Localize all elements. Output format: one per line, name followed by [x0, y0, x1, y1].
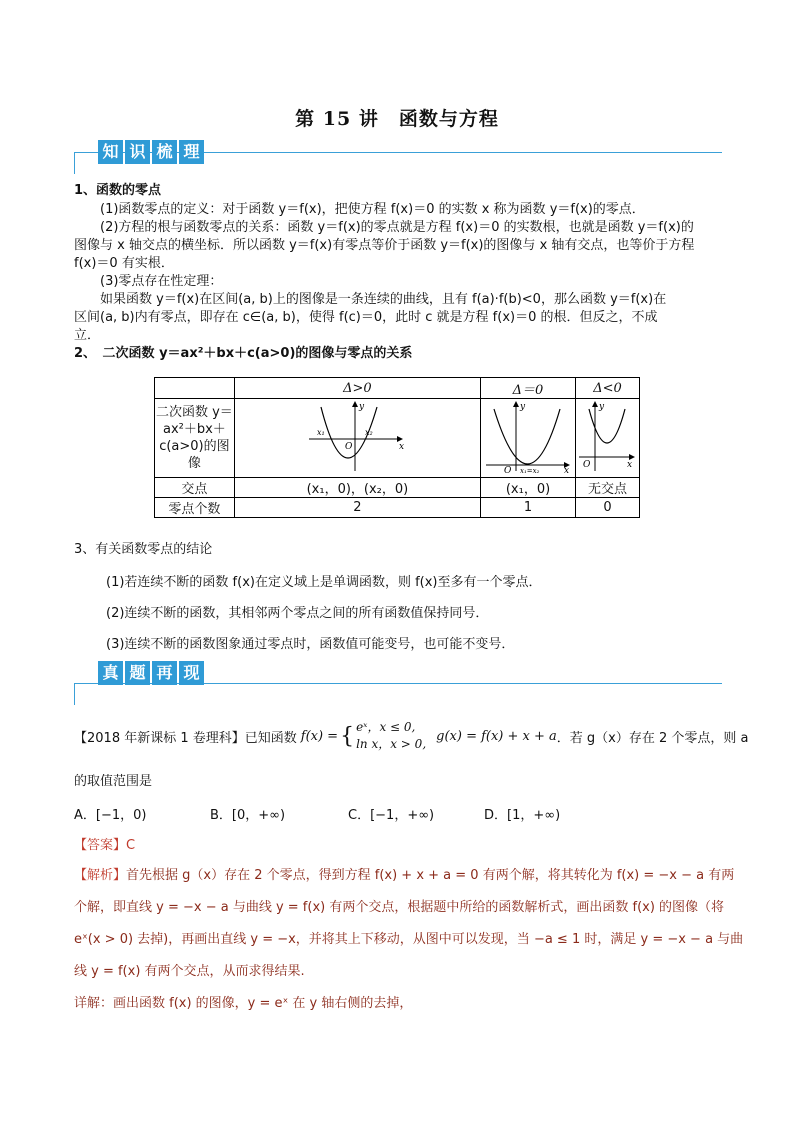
paragraph: (3)零点存在性定理：: [100, 274, 223, 289]
option-d: D．[1，+∞): [484, 808, 561, 823]
svg-text:O: O: [583, 460, 591, 470]
question: [74, 716, 749, 756]
analysis-line: 【解析】首先根据 g（x）存在 2 个零点，得到方程 f(x) + x + a = 0 有两个解，将其转化为 f(x) = −x − a 有两: [74, 868, 735, 883]
analysis-line: 线 y = f(x) 有两个交点，从而求得结果.: [74, 964, 305, 979]
option-c: C．[−1，+∞): [348, 808, 435, 823]
svg-text:x₁: x₁: [317, 428, 326, 437]
graph-two-roots: [307, 399, 407, 473]
svg-text:x₂: x₂: [365, 428, 374, 437]
svg-text:y: y: [359, 402, 365, 412]
answer: 【答案】C: [74, 838, 136, 853]
heading-conclusions: 3、有关函数零点的结论: [74, 542, 213, 557]
svg-text:x: x: [627, 460, 633, 470]
svg-text:O: O: [504, 466, 512, 473]
header-delta-pos: Δ>0: [234, 378, 480, 399]
math-gx: g(x) = f(x) + x + a: [436, 728, 557, 744]
badge-char: 知: [98, 140, 123, 164]
piecewise: eˣ，x ≤ 0, ln x，x > 0,: [356, 720, 427, 751]
badge-char: 现: [179, 661, 204, 685]
paragraph: (2)方程的根与函数零点的关系：函数 y＝f(x)的零点就是方程 f(x)＝0 的实数根，也就是函数 y＝f(x)的: [100, 220, 694, 235]
paragraph: f(x)＝0 有实根．: [74, 256, 174, 271]
graph-no-root: [577, 399, 637, 473]
option-a: A．[−1，0): [74, 808, 147, 823]
badge-char: 识: [125, 140, 150, 164]
heading-quadratic: 2、 二次函数 y＝ax²＋bx＋c(a>0)的图像与零点的关系: [74, 346, 413, 361]
row-label: ax²＋bx＋: [162, 422, 226, 437]
analysis-line: eˣ(x > 0) 去掉)，再画出直线 y = −x，并将其上下移动，从图中可以发现，当 −a ≤ 1 时，满足 y = −x − a 与曲: [74, 932, 744, 947]
conclusion-item: (1)若连续不断的函数 f(x)在定义域上是单调函数，则 f(x)至多有一个零点．: [106, 575, 542, 590]
detail-line: 详解：画出函数 f(x) 的图像，y = eˣ 在 y 轴右侧的去掉，: [74, 996, 413, 1011]
row-label: c(a>0)的图像: [159, 439, 230, 471]
quadratic-table: [154, 377, 640, 518]
svg-text:x: x: [564, 466, 570, 473]
paragraph: (1)函数零点的定义：对于函数 y＝f(x)，把使方程 f(x)＝0 的实数 x 称为函数 y＝f(x)的零点．: [100, 202, 645, 217]
conclusion-item: (3)连续不断的函数图象通过零点时，函数值可能变号，也可能不变号．: [106, 637, 515, 652]
paragraph: 区间(a, b)内有零点，即存在 c∈(a, b)，使得 f(c)＝0，此时 c 就是方程 f(x)＝0 的根．但反之，不成: [74, 310, 658, 325]
graph-one-root: [484, 399, 572, 473]
table-row: 交点 (x₁，0)，(x₂，0) (x₁，0) 无交点: [155, 478, 640, 498]
badge-char: 题: [125, 661, 150, 685]
page-title: 第 15 讲 函数与方程: [295, 108, 499, 130]
section-corner-line: [74, 152, 75, 174]
question-source: 【2018 年新课标 1 卷理科】已知函数: [74, 730, 297, 746]
paragraph: 如果函数 y＝f(x)在区间(a, b)上的图像是一条连续的曲线，且有 f(a)·f(b)<0，那么函数 y＝f(x)在: [100, 292, 667, 307]
math-fx: f(x) =: [300, 728, 339, 744]
svg-text:y: y: [599, 402, 605, 412]
heading-zero-point: 1、函数的零点: [74, 183, 162, 198]
table-row: [155, 399, 640, 478]
table-row: [155, 378, 640, 399]
badge-char: 梳: [152, 140, 177, 164]
badge-char: 再: [152, 661, 177, 685]
section-badge-exam: [98, 661, 204, 685]
paragraph: 图像与 x 轴交点的横坐标．所以函数 y＝f(x)有零点等价于函数 y＝f(x)的图像与 x 轴有交点，也等价于方程: [74, 238, 695, 253]
question-tail: ．若 g（x）存在 2 个零点，则 a: [556, 730, 749, 746]
analysis-line: 个解，即直线 y = −x − a 与曲线 y = f(x) 有两个交点，根据题中所给的函数解析式，画出函数 f(x) 的图像（将: [74, 900, 725, 915]
svg-text:O: O: [345, 442, 353, 452]
badge-char: 理: [179, 140, 204, 164]
analysis-label: 【解析】: [74, 868, 127, 883]
badge-char: 真: [98, 661, 123, 685]
brace: {: [340, 723, 355, 749]
conclusion-item: (2)连续不断的函数，其相邻两个零点之间的所有函数值保持同号．: [106, 606, 489, 621]
table-row: 零点个数 2 1 0: [155, 498, 640, 518]
svg-text:x: x: [399, 442, 405, 452]
question-line2: 的取值范围是: [74, 774, 153, 789]
header-delta-zero: Δ＝0: [481, 378, 576, 399]
svg-text:y: y: [520, 402, 526, 412]
header-delta-neg: Δ<0: [575, 378, 639, 399]
paragraph: 立．: [74, 328, 101, 343]
section-corner-line: [74, 683, 75, 705]
section-badge-knowledge: [98, 140, 204, 164]
row-label: 二次函数 y＝: [155, 405, 233, 420]
option-b: B．[0，+∞): [210, 808, 286, 823]
svg-text:x₁=x₂: x₁=x₂: [520, 467, 540, 473]
